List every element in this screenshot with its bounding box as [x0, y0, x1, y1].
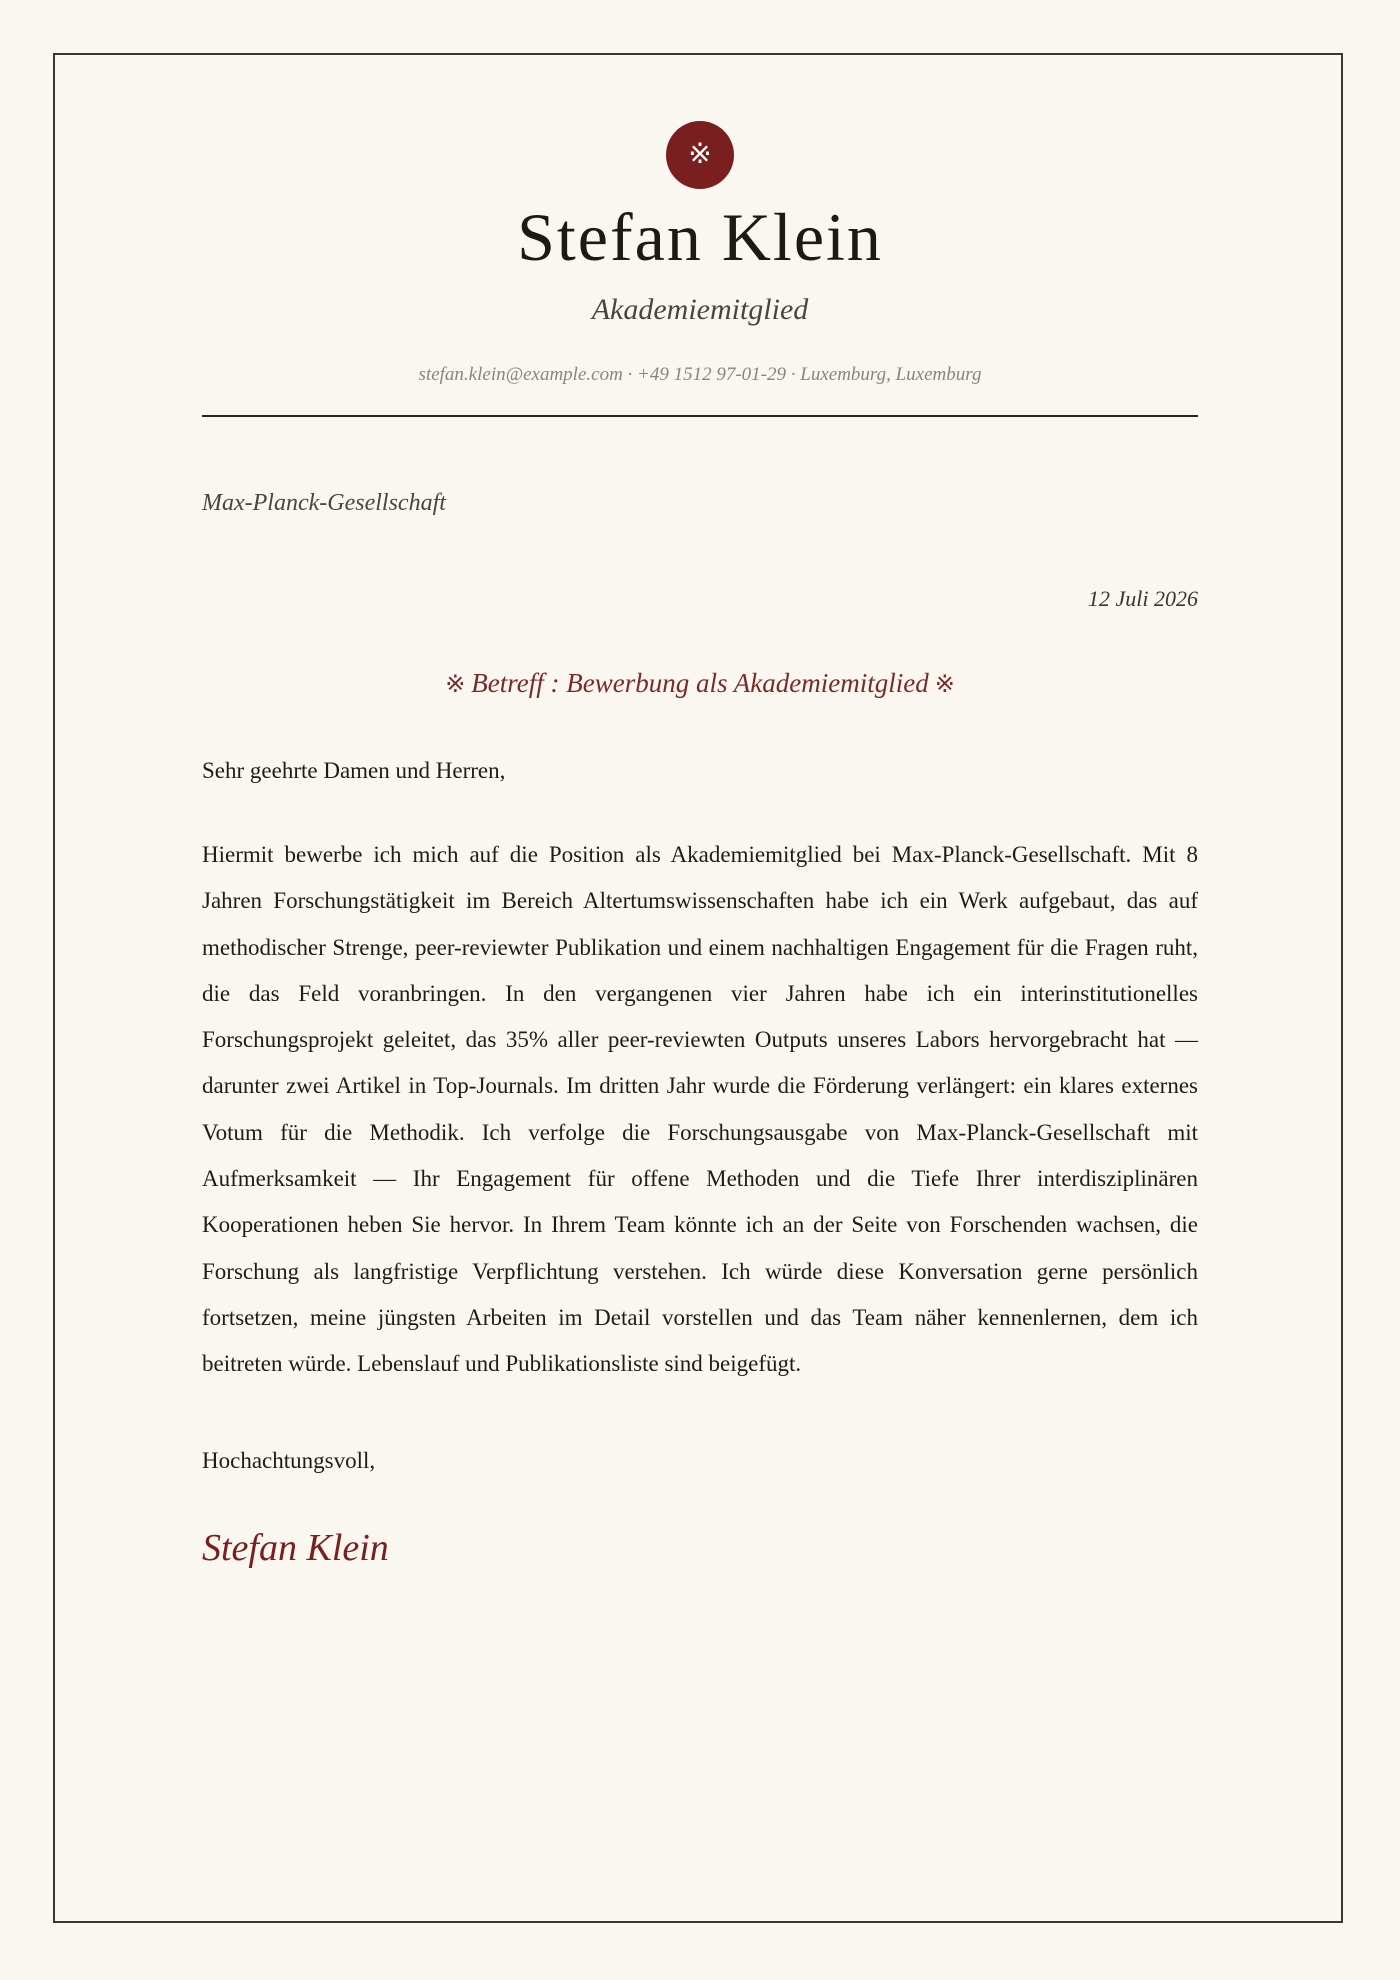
reference-mark-icon: ※: [688, 139, 712, 170]
emblem-badge: [666, 121, 734, 189]
letter-date: 12 Juli 2026: [1088, 586, 1198, 611]
reference-mark-icon: ※: [934, 672, 955, 698]
subject-line: [202, 668, 1198, 699]
salutation: Sehr geehrte Damen und Herren,: [202, 758, 506, 783]
reference-mark-icon: ※: [445, 672, 466, 698]
signature: Stefan Klein: [202, 1527, 389, 1569]
header-divider: [202, 415, 1198, 417]
recipient: Max-Planck-Gesellschaft: [202, 490, 446, 516]
letter-body: Hiermit bewerbe ich mich auf die Position als Akademiemitglied bei Max-Planck-Gesellschaft. Mit 8 Jahren Forschungstätigkeit im Bereich Altertumswissenschaften habe ich ein Werk aufgebaut, das auf methodischer Strenge, peer-reviewter Publikation und einem nachhaltigen Engagement für die Fragen ruht, die das Feld voranbringen. In den vergangenen vier Jahren habe ich ein interinstitutionelles Forschungsprojekt geleitet, das 35% aller peer-reviewten Outputs unseres Labors hervorgebracht hat — darunter zwei Artikel in Top-Journals. Im dritten Jahr wurde die Förderung verlängert: ein klares externes Votum für die Methodik. Ich verfolge die Forschungsausgabe von Max-Planck-Gesellschaft mit Aufmerksamkeit — Ihr Engagement für offene Methoden und die Tiefe Ihrer interdisziplinären Kooperationen heben Sie hervor. In Ihrem Team könnte ich an der Seite von Forschenden wachsen, die Forschung als langfristige Verpflichtung verstehen. Ich würde diese Konversation gerne persönlich fortsetzen, meine jüngsten Arbeiten im Detail vorstellen und das Team näher kennenlernen, dem ich beitreten würde. Lebenslauf und Publikationsliste sind beigefügt.: [202, 842, 1198, 1377]
sender-role: Akademiemitglied: [591, 293, 809, 326]
sender-name: Stefan Klein: [517, 199, 883, 275]
sender-contact: stefan.klein@example.com · +49 1512 97-01-29 · Luxemburg, Luxemburg: [418, 364, 982, 385]
subject-text: Betreff : Bewerbung als Akademiemitglied: [471, 668, 929, 698]
closing: Hochachtungsvoll,: [202, 1448, 376, 1473]
